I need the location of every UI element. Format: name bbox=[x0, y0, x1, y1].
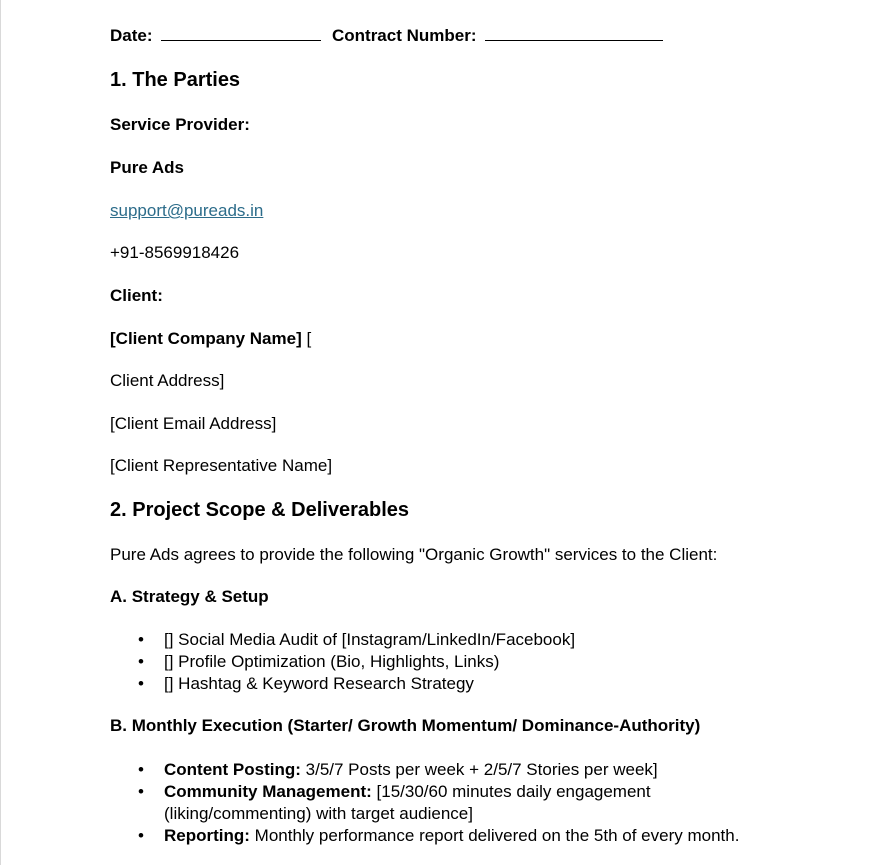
contract-number-label: Contract Number: bbox=[331, 26, 477, 45]
client-company-rest: [ bbox=[301, 329, 312, 348]
provider-phone: +91-8569918426 bbox=[110, 243, 240, 262]
date-label: Date: bbox=[110, 26, 153, 45]
client-label: Client: bbox=[110, 286, 163, 305]
page-edge bbox=[0, 0, 1, 865]
list-item: • [] Hashtag & Keyword Research Strategy bbox=[138, 674, 474, 693]
list-item: • Reporting: Monthly performance report delivered on the 5th of every month. bbox=[138, 826, 740, 845]
list-item: • Community Management: [15/30/60 minutes daily engagement (liking/commenting) with target audience] bbox=[138, 782, 651, 823]
bullet-icon: • bbox=[138, 674, 144, 693]
strategy-heading: A. Strategy & Setup bbox=[110, 587, 269, 606]
list-item: • [] Profile Optimization (Bio, Highlights, Links) bbox=[138, 652, 500, 671]
header-line bbox=[110, 26, 669, 46]
date-blank[interactable] bbox=[161, 39, 321, 41]
client-address: Client Address] bbox=[110, 371, 225, 390]
bullet-icon: • bbox=[138, 782, 144, 801]
bullet-icon: • bbox=[138, 826, 144, 845]
provider-name: Pure Ads bbox=[110, 158, 185, 177]
execution-list bbox=[110, 759, 804, 847]
scope-intro: Pure Ads agrees to provide the following "Organic Growth" services to the Client: bbox=[110, 545, 718, 564]
bullet-icon: • bbox=[138, 630, 144, 649]
scope-heading: 2. Project Scope & Deliverables bbox=[110, 499, 410, 521]
parties-heading: 1. The Parties bbox=[110, 69, 241, 91]
client-company-line bbox=[110, 329, 311, 349]
provider-email-link[interactable]: support@pureads.in bbox=[110, 201, 264, 220]
list-item: • [] Social Media Audit of [Instagram/LinkedIn/Facebook] bbox=[138, 630, 576, 649]
list-item: • Content Posting: 3/5/7 Posts per week + 2/5/7 Stories per week] bbox=[138, 760, 658, 779]
service-provider-label: Service Provider: bbox=[110, 115, 250, 134]
bullet-icon: • bbox=[138, 652, 144, 671]
client-representative: [Client Representative Name] bbox=[110, 456, 333, 475]
client-company-name: [Client Company Name] bbox=[110, 329, 302, 348]
bullet-icon: • bbox=[138, 760, 144, 779]
strategy-list bbox=[110, 629, 804, 695]
client-email: [Client Email Address] bbox=[110, 414, 277, 433]
contract-number-blank[interactable] bbox=[485, 39, 663, 41]
execution-heading: B. Monthly Execution (Starter/ Growth Momentum/ Dominance-Authority) bbox=[110, 716, 701, 735]
